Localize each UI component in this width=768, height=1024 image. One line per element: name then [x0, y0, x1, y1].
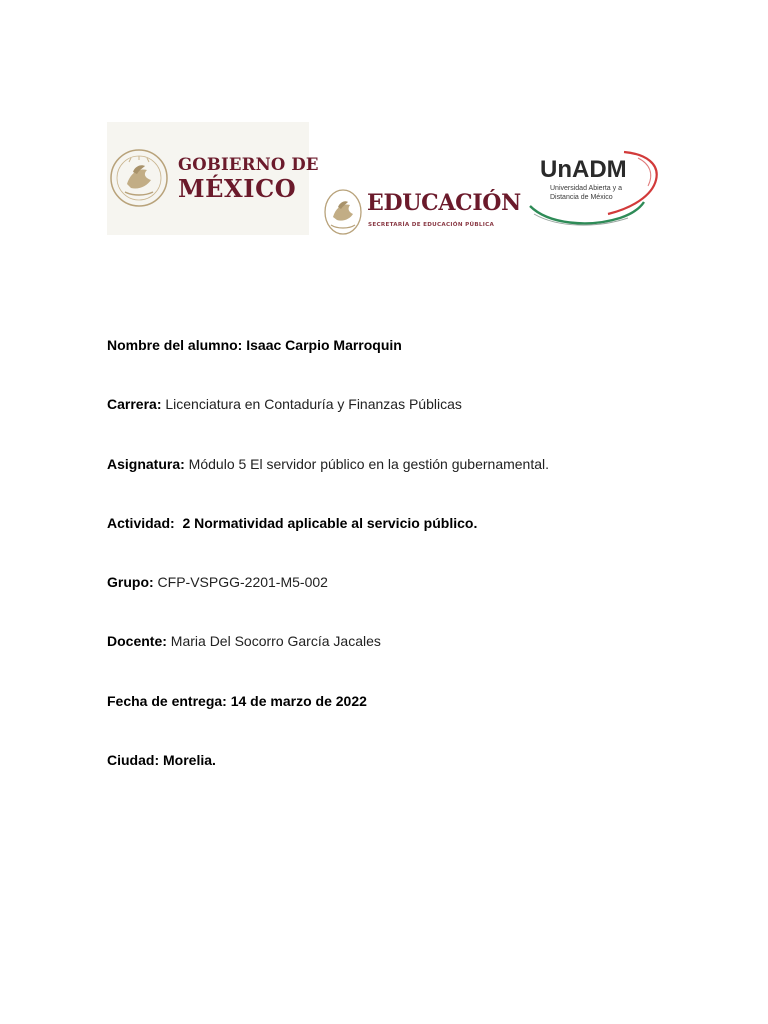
carrera-label: Carrera: — [107, 396, 162, 412]
field-alumno — [107, 336, 402, 354]
educacion-title: EDUCACIÓN — [367, 190, 521, 216]
educacion-logo — [322, 186, 521, 238]
grupo-label: Grupo: — [107, 574, 154, 590]
carrera-value: Licenciatura en Contaduría y Finanzas Públicas — [161, 396, 462, 412]
gobierno-line2: MÉXICO — [178, 174, 297, 203]
docente-label: Docente: — [107, 633, 167, 649]
educacion-subtitle: SECRETARÍA DE EDUCACIÓN PÚBLICA — [368, 222, 495, 228]
actividad-label: Actividad: — [107, 515, 175, 531]
field-carrera — [107, 395, 462, 413]
unadm-subtitle-line1: Universidad Abierta y a — [550, 185, 622, 192]
field-docente — [107, 632, 381, 650]
docente-value: Maria Del Socorro García Jacales — [166, 633, 381, 649]
actividad-value: 2 Normatividad aplicable al servicio público. — [174, 515, 478, 531]
asignatura-value: Módulo 5 El servidor público en la gestión gubernamental. — [184, 456, 550, 472]
field-asignatura — [107, 455, 549, 473]
unadm-title: UnADM — [540, 156, 627, 183]
alumno-value: Isaac Carpio Marroquin — [242, 337, 402, 353]
field-fecha — [107, 692, 367, 710]
grupo-value: CFP-VSPGG-2201-M5-002 — [153, 574, 328, 590]
field-actividad — [107, 514, 477, 532]
unadm-logo — [528, 148, 660, 228]
unadm-subtitle-line2: Distancia de México — [550, 194, 613, 201]
gobierno-line1: GOBIERNO DE — [178, 155, 319, 174]
gobierno-de-mexico-logo — [107, 122, 319, 235]
field-grupo — [107, 573, 328, 591]
fecha-value: 14 de marzo de 2022 — [226, 693, 367, 709]
fecha-label: Fecha de entrega: — [107, 693, 227, 709]
alumno-label: Nombre del alumno: — [107, 337, 243, 353]
ciudad-label: Ciudad: — [107, 752, 160, 768]
field-ciudad — [107, 751, 216, 769]
ciudad-value: Morelia. — [159, 752, 216, 768]
asignatura-label: Asignatura: — [107, 456, 185, 472]
mexico-coat-of-arms-icon — [109, 148, 169, 208]
sep-seal-icon — [323, 187, 363, 237]
